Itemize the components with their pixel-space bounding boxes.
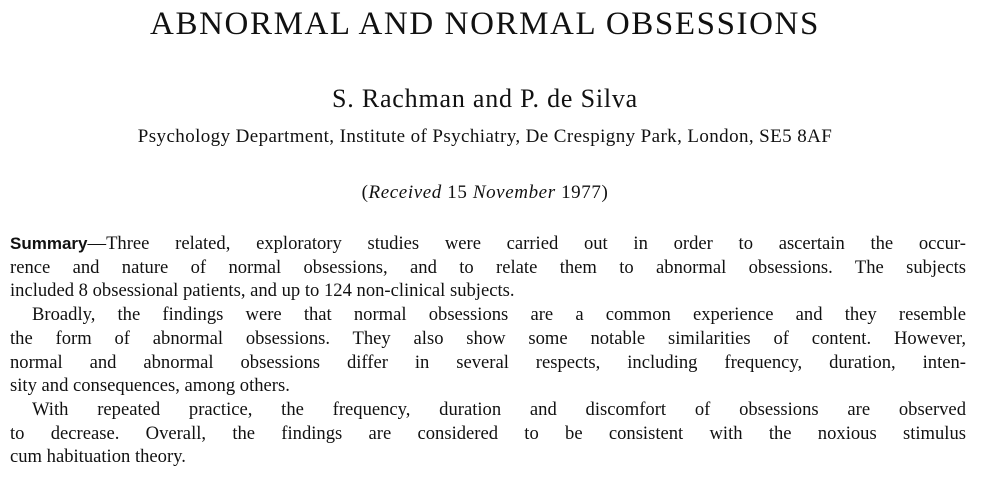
summary-dash: — xyxy=(87,233,107,254)
summary-text-line: Three related, exploratory studies were carried out in order to ascertain the occur- xyxy=(106,233,966,254)
summary-text-line: normal and abnormal obsessions differ in several respects, including frequency, duration, inten- xyxy=(10,351,966,373)
summary-text-line: included 8 obsessional patients, and up to 124 non-clinical subjects. xyxy=(10,280,515,302)
received-open-paren: ( xyxy=(361,182,369,203)
received-label: Received xyxy=(368,182,442,203)
received-month: November xyxy=(472,182,556,203)
summary-text-line: cum habituation theory. xyxy=(10,446,186,468)
received-day: 15 xyxy=(447,182,468,203)
summary-text-line: Broadly, the findings were that normal obsessions are a common experience and they resemble xyxy=(32,304,966,326)
received-year: 1977 xyxy=(561,182,602,203)
article-title: ABNORMAL AND NORMAL OBSESSIONS xyxy=(150,6,820,42)
summary-label: Summary xyxy=(10,234,88,253)
summary-text-line: With repeated practice, the frequency, duration and discomfort of obsessions are observed xyxy=(32,398,966,420)
summary-text-line: rence and nature of normal obsessions, and to relate them to abnormal obsessions. The subjects xyxy=(10,256,966,278)
received-date xyxy=(0,180,970,206)
summary-text-line: sity and consequences, among others. xyxy=(10,375,290,397)
summary-line-1 xyxy=(10,232,966,256)
summary-text-line: the form of abnormal obsessions. They also show some notable similarities of content. However, xyxy=(10,327,966,349)
summary-text-line: to decrease. Overall, the findings are considered to be consistent with the noxious stimulus xyxy=(10,422,966,444)
author-affiliation: Psychology Department, Institute of Psychiatry, De Crespigny Park, London, SE5 8AF xyxy=(137,126,833,147)
abstract-summary xyxy=(10,232,966,469)
article-authors: S. Rachman and P. de Silva xyxy=(331,84,639,113)
received-close-paren: ) xyxy=(601,182,609,203)
